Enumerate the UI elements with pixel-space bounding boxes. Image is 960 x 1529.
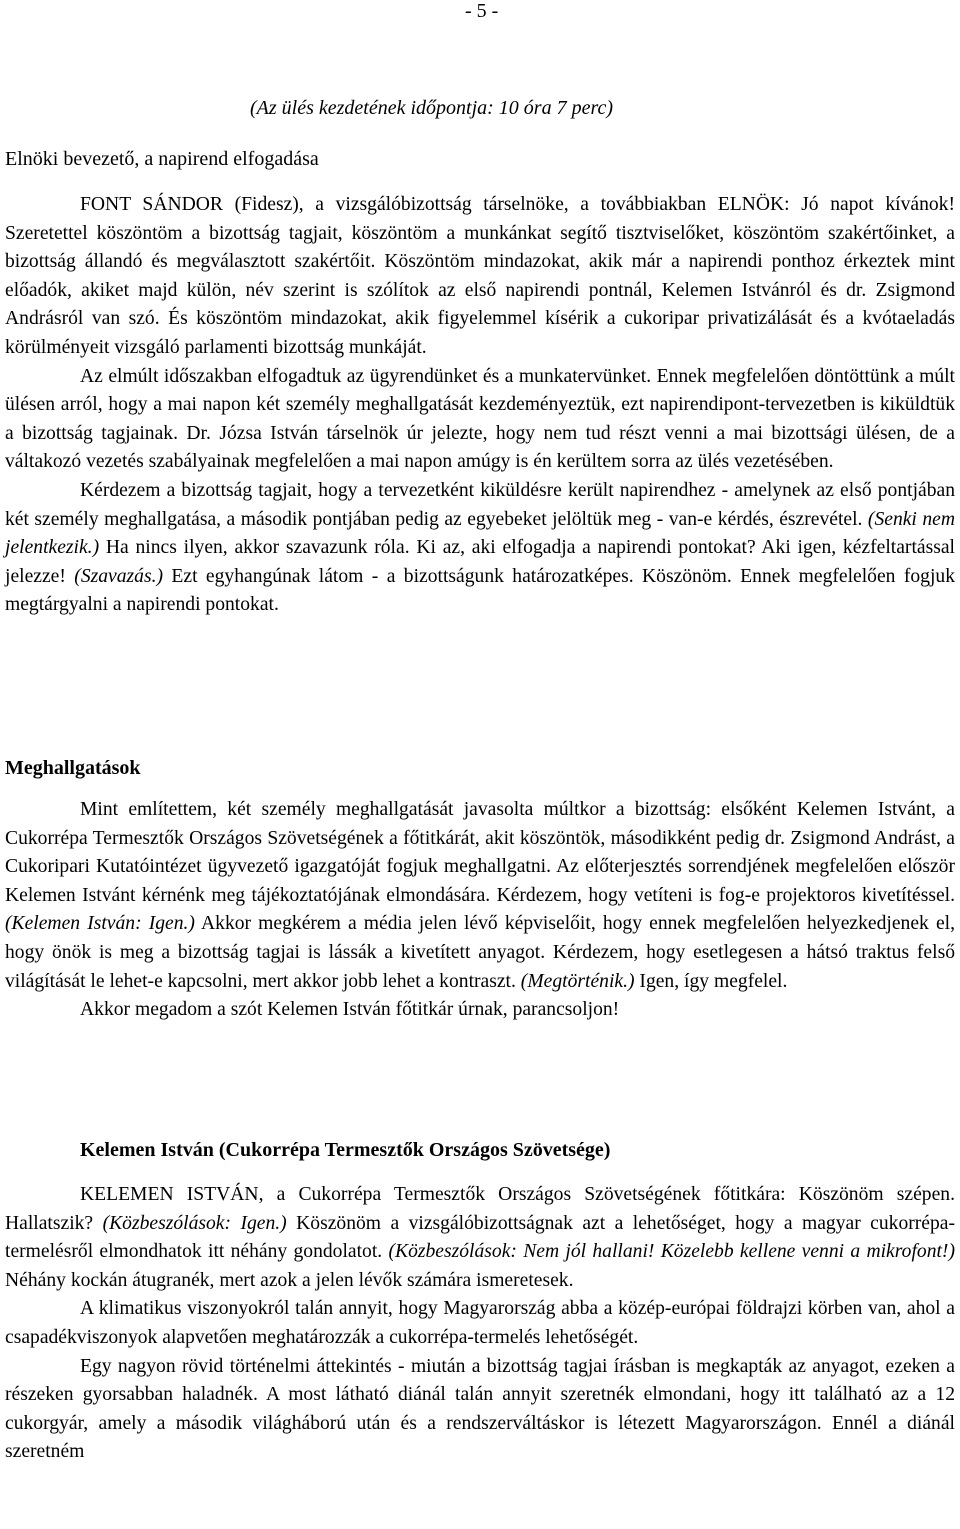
text-run: Az elmúlt időszakban elfogadtuk az ügyrendünket és a munkatervünket. Ennek megfelelően döntöttünk a múlt ülésen arról, hogy a mai napon két személy meghallgatását kezdeményeztük, ezt napirendipont-tervezetben is kiküldtük a bizottság tagjainak. Dr. Józsa István társelnök úr jelezte, hogy nem tud részt venni a mai bizottsági ülésen, de a váltakozó vezetés szabályainak megfelelően a mai napon amúgy is én kerültem sorra az ülés vezetésében. (5, 365, 955, 473)
stage-direction: (Szavazás.) (74, 565, 164, 587)
text-block (5, 1181, 955, 1467)
text-run: Akkor megadom a szót Kelemen István főtitkár úrnak, parancsoljon! (80, 999, 620, 1021)
paragraph (5, 996, 955, 1025)
paragraph (5, 1295, 955, 1352)
text-run: Köszönöm a vizsgálóbizottságnak azt a lehetőséget, hogy a magyar cukorrépa-termelésről elmondhatok itt néhány gondolatot. (5, 1212, 956, 1263)
text-run: És köszöntöm mindazokat, akik figyelemmel kísérik a cukoripar privatizálását és a kvótaeladás körülményeit vizsgáló parlamenti bizottság munkáját. (5, 308, 955, 358)
paragraph (5, 363, 955, 477)
page-number: - 5 - (465, 0, 499, 22)
text-run: Igen, így megfelel. (634, 970, 788, 992)
text-run: Ha nincs ilyen, akkor szavazunk róla. Ki az, aki elfogadja a napirendi pontokat? Aki igen, kézfeltartással jelezze! (5, 537, 955, 587)
text-run: Mint említettem, két személy meghallgatását javasolta múltkor a bizottság: elsőként Kelemen Istvánt, a Cukorrépa Termesztők Országos Szövetségének a főtitkárát, akit köszöntök, másodikként pedig dr. Zsigmond Andrást, a Cukoripari Kutatóintézet ügyvezető igazgatóját fogjuk meghallgatni. Az előterjesztés sorrendjének megfelelően először Kelemen Istvánt kérnénk meg tájékoztatójának elmondására. Kérdezem, hogy vetíteni is fog-e projektoros kivetítéssel. (5, 799, 955, 906)
stage-direction: (Megtörténik.) (520, 970, 635, 992)
paragraph (5, 796, 955, 996)
paragraph (5, 1353, 955, 1467)
text-run: Akkor megkérem a média jelen lévő képviselőit, hogy ennek megfelelően helyezkedjenek el, hogy önök is meg a bizottság tagjai is lássák a kivetített anyagot. Kérdezem, hogy esetlegesen a hátsó traktus felső világítását le lehet-e kapcsolni, mert akkor jobb lehet a kontraszt. (5, 913, 955, 992)
text-run: Kérdezem a bizottság tagjait, hogy a tervezetként kiküldésre került napirendhez - amelynek az első pontjában két személy meghallgatása, a második pontjában pedig az egyebeket jelöltük meg - van-e kérdés, észrevétel. (5, 479, 955, 530)
section-heading-kelemen: Kelemen István (Cukorrépa Termesztők Országos Szövetsége) (80, 1139, 611, 1161)
stage-direction: (Közbeszólások: Nem jól hallani! Közelebb kellene venni a mikrofont!) (388, 1241, 955, 1263)
section-heading-hearings: Meghallgatások (5, 757, 141, 779)
text-run: KELEMEN ISTVÁN, a Cukorrépa Termesztők Országos Szövetségének főtitkára: Köszönöm szépen. Hallatszik? (5, 1184, 955, 1234)
text-run: Néhány kockán átugranék, mert azok a jelen lévők számára ismeretesek. (5, 1269, 574, 1291)
text-run: Ezt egyhangúnak látom - a bizottságunk határozatképes. Köszönöm. Ennek megfelelően fogjuk megtárgyalni a napirendi pontokat. (5, 565, 956, 616)
paragraph (5, 1181, 955, 1295)
paragraph (5, 191, 955, 363)
stage-direction: (Senki nem jelentkezik.) (5, 508, 956, 559)
text-block (5, 191, 955, 620)
session-start-time: (Az ülés kezdetének időpontja: 10 óra 7 perc) (250, 97, 614, 119)
text-run: Egy nagyon rövid történelmi áttekintés - miután a bizottság tagjai írásban is megkapták az anyagot, ezeken a részeken gyorsabban haladnék. A most látható diánál talán annyit szeretnék elmondani, hogy itt található az a 12 cukorgyár, amely a második világháború után és a rendszerváltáskor is létezett Magyarországon. Ennél a diánál szeretném (5, 1355, 955, 1463)
text-run: FONT SÁNDOR (Fidesz), a vizsgálóbizottság társelnöke, a továbbiakban ELNÖK: Jó napot kívánok! Szeretettel köszöntöm a bizottság tagjait, köszöntöm a munkánkat segítő tisztviselőket, köszöntöm szakértőinket, a bizottság állandó és megválasztott szakértőit. Köszöntöm mindazokat, akik már a napirendi ponthoz érkeztek mint előadók, akiket majd külön, név szerint is szólítok az első napirendi pontnál, Kelemen Istvánról és dr. Zsigmond Andrásról van szó. (5, 194, 955, 330)
stage-direction: (Kelemen István: Igen.) (5, 913, 195, 935)
paragraph (5, 477, 955, 620)
section-heading-intro: Elnöki bevezető, a napirend elfogadása (5, 148, 319, 170)
text-run: A klimatikus viszonyokról talán annyit, hogy Magyarország abba a közép-európai földrajzi körben van, ahol a csapadékviszonyok alapvetően meghatározzák a cukorrépa-termelés lehetőségét. (5, 1298, 955, 1348)
stage-direction: (Közbeszólások: Igen.) (102, 1212, 287, 1234)
text-block (5, 796, 955, 1025)
